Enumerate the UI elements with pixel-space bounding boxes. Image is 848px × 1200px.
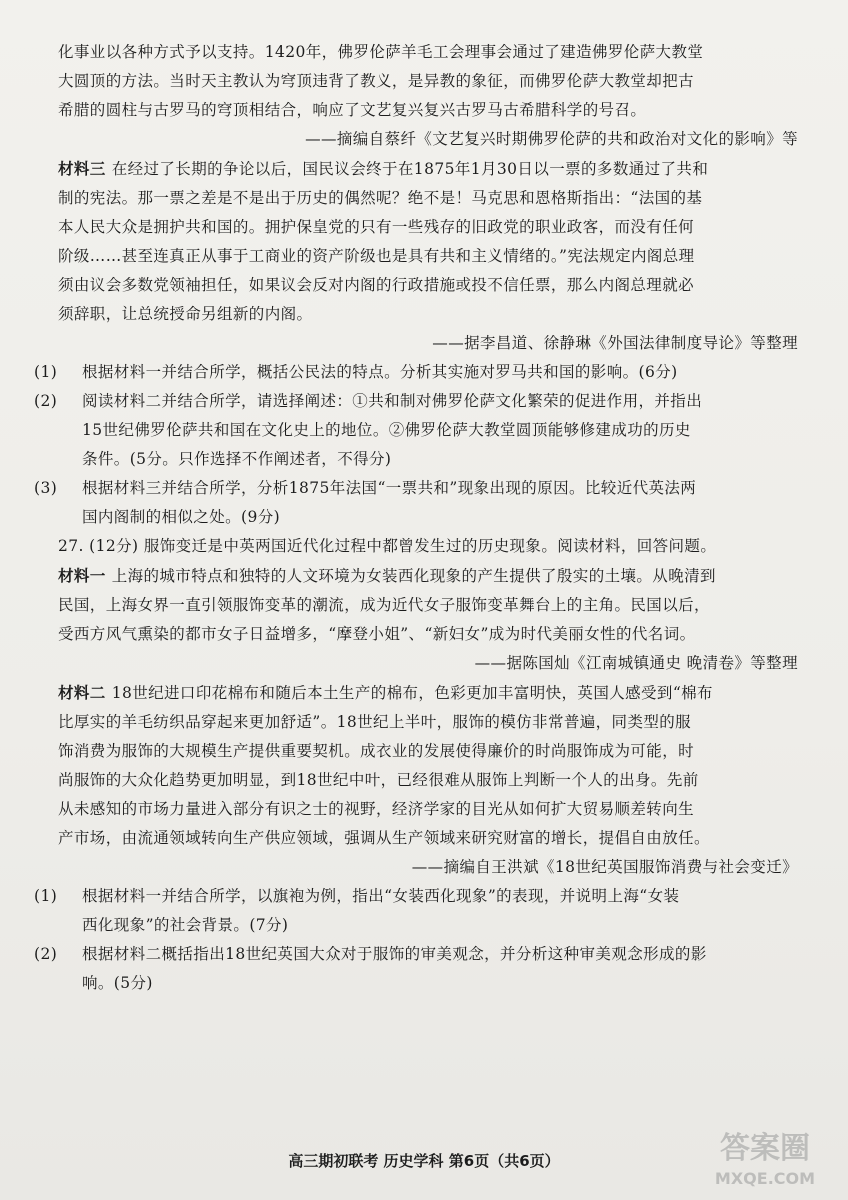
material-2 bbox=[58, 678, 798, 882]
sub-question: (3) 根据材料三并结合所学，分析1875年法国“一票共和”现象出现的原因。比较近代英法两 国内阁制的相似之处。(9分) bbox=[58, 474, 798, 532]
material-line: 民国，上海女界一直引领服饰变革的潮流，成为近代女子服饰变革舞台上的主角。民国以后， bbox=[58, 596, 710, 614]
material-line: 18世纪进口印花棉布和随后本土生产的棉布，色彩更加丰富明快，英国人感受到“棉布 bbox=[111, 684, 713, 702]
material-line: 比厚实的羊毛纺织品穿起来更加舒适”。18世纪上半叶，服饰的模仿非常普遍，同类型的服 bbox=[58, 713, 692, 731]
material-1 bbox=[58, 561, 798, 678]
material-label: 材料一 bbox=[58, 566, 106, 585]
material-line: 须辞职，让总统授命另组新的内阁。 bbox=[58, 305, 313, 323]
material-line: 大圆顶的方法。当时天主教认为穹顶违背了教义，是异教的象征，而佛罗伦萨大教堂却把古 bbox=[58, 72, 695, 90]
watermark-line-2: MXQE.COM bbox=[714, 1169, 816, 1188]
material-label: 材料三 bbox=[58, 159, 106, 178]
material-line: 须由议会多数党领袖担任，如果议会反对内阁的行政措施或投不信任票，那么内阁总理就必 bbox=[58, 276, 695, 294]
sub-question-number: (1) bbox=[34, 363, 58, 381]
sub-question-number: (1) bbox=[34, 887, 58, 905]
material-line: 产市场，由流通领域转向生产供应领域，强调从生产领域来研究财富的增长，提倡自由放任。 bbox=[58, 829, 710, 847]
page-content bbox=[34, 38, 798, 998]
material-line: 化事业以各种方式予以支持。1420年，佛罗伦萨羊毛工会理事会通过了建造佛罗伦萨大教堂 bbox=[58, 43, 704, 61]
sub-question-number: (2) bbox=[34, 945, 58, 963]
material-source: ——据陈国灿《江南城镇通史 晚清卷》等整理 bbox=[474, 654, 798, 672]
material-line: 希腊的圆柱与古罗马的穹顶相结合，响应了文艺复兴复兴古罗马古希腊科学的号召。 bbox=[58, 101, 647, 119]
material-line: 从未感知的市场力量进入部分有识之士的视野，经济学家的目光从如何扩大贸易顺差转向生 bbox=[58, 800, 695, 818]
material-3 bbox=[58, 154, 798, 358]
material-source: ——摘编自蔡纤《文艺复兴时期佛罗伦萨的共和政治对文化的影响》等 bbox=[305, 130, 798, 148]
material-line: 受西方风气熏染的都市女子日益增多，“摩登小姐”、“新妇女”成为时代美丽女性的代名词。 bbox=[58, 625, 696, 643]
sub-question: (1) 根据材料一并结合所学，以旗袍为例，指出“女装西化现象”的表现，并说明上海“女装 西化现象”的社会背景。(7分) bbox=[58, 882, 798, 940]
watermark-line-1: 答案圈 bbox=[720, 1131, 810, 1166]
material-source: ——摘编自王洪斌《18世纪英国服饰消费与社会变迁》 bbox=[411, 858, 798, 876]
continued-material bbox=[58, 38, 798, 154]
sub-question: (2) 阅读材料二并结合所学，请选择阐述：①共和制对佛罗伦萨文化繁荣的促进作用，并指出 15世纪佛罗伦萨共和国在文化史上的地位。②佛罗伦萨大教堂圆顶能够修建成功的历史 条件。(5分。只作选择不作阐述者，不得分) bbox=[58, 387, 798, 474]
question-26-parts bbox=[34, 358, 798, 532]
sub-question: (1) 根据材料一并结合所学，概括公民法的特点。分析其实施对罗马共和国的影响。(6分) bbox=[58, 358, 798, 387]
material-line: 上海的城市特点和独特的人文环境为女装西化现象的产生提供了殷实的土壤。从晚清到 bbox=[111, 567, 716, 585]
material-label: 材料二 bbox=[58, 683, 106, 702]
material-line: 本人民大众是拥护共和国的。拥护保皇党的只有一些残存的旧政党的职业政客，而没有任何 bbox=[58, 218, 695, 236]
material-line: 阶级……甚至连真正从事于工商业的资产阶级也是具有共和主义情绪的。”宪法规定内阁总理 bbox=[58, 247, 695, 265]
material-line: 饰消费为服饰的大规模生产提供重要契机。成衣业的发展使得廉价的时尚服饰成为可能，时 bbox=[58, 742, 695, 760]
watermark-logo bbox=[700, 1118, 830, 1198]
question-27-stem: 27. (12分) 服饰变迁是中英两国近代化过程中都曾发生过的历史现象。阅读材料，回答问题。 bbox=[58, 537, 717, 555]
sub-question: (2) 根据材料二概括指出18世纪英国大众对于服饰的审美观念，并分析这种审美观念形成的影 响。(5分) bbox=[58, 940, 798, 998]
sub-question-number: (2) bbox=[34, 392, 58, 410]
material-line: 制的宪法。那一票之差是不是出于历史的偶然呢？绝不是！马克思和恩格斯指出：“法国的基 bbox=[58, 189, 703, 207]
question-27-parts bbox=[34, 882, 798, 998]
page-footer: 高三期初联考 历史学科 第6页（共6页） bbox=[288, 1152, 560, 1170]
material-line: 尚服饰的大众化趋势更加明显，到18世纪中叶，已经很难从服饰上判断一个人的出身。先前 bbox=[58, 771, 699, 789]
sub-question-number: (3) bbox=[34, 479, 58, 497]
material-line: 在经过了长期的争论以后，国民议会终于在1875年1月30日以一票的多数通过了共和 bbox=[111, 160, 709, 178]
material-source: ——据李昌道、徐静琳《外国法律制度导论》等整理 bbox=[432, 334, 798, 352]
